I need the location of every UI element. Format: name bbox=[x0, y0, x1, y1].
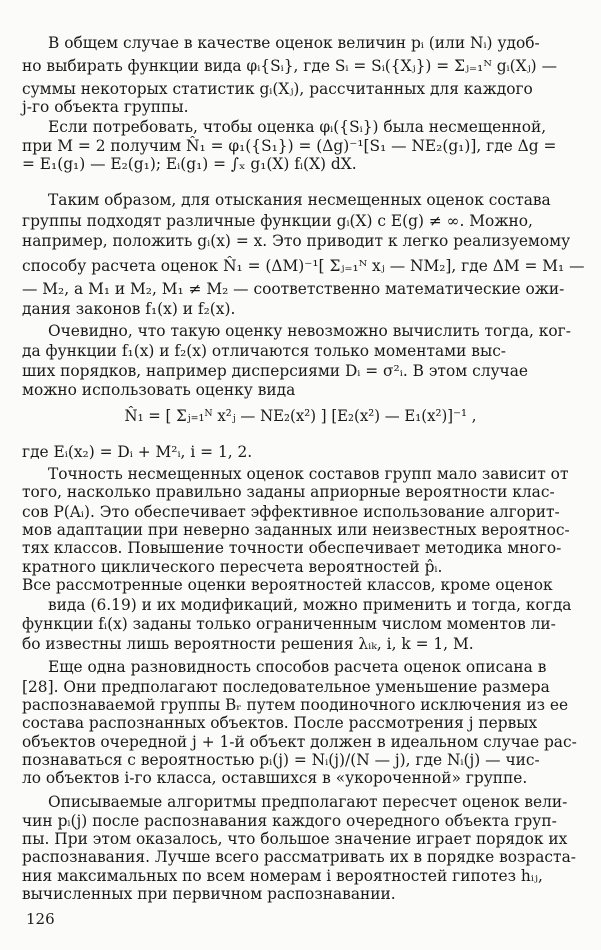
text-line: например, положить gᵢ(x) = x. Это приводит к легко реализуемому bbox=[22, 232, 571, 251]
text-line: распознаваемой группы Bᵣ путем поодиночного исключения из ее bbox=[22, 696, 569, 715]
text-line: чин pᵢ(j) после распознавания каждого очередного объекта груп- bbox=[22, 811, 557, 830]
text-line: распознавания. Лучше всего рассматривать их в порядке возраста- bbox=[22, 848, 576, 867]
text-line: группы подходят различные функции gᵢ(X) с E(g) ≠ ∞. Можно, bbox=[22, 211, 533, 230]
text-line: тях классов. Повышение точности обеспечивает методика много- bbox=[22, 539, 562, 558]
text-line: — M₂, а M₁ и M₂, M₁ ≠ M₂ — соответственно математические ожи- bbox=[22, 279, 565, 298]
text-line: мов адаптации при неверно заданных или неизвестных вероятнос- bbox=[22, 520, 570, 539]
text-line: способу расчета оценок N̂₁ = (ΔM)⁻¹[ Σⱼ₌₁ᴺ xⱼ — NM₂], где ΔM = M₁ — bbox=[22, 256, 585, 275]
text-line: Таким образом, для отыскания несмещенных оценок состава bbox=[48, 190, 551, 209]
text-line: Еще одна разновидность способов расчета оценок описана в bbox=[48, 658, 547, 677]
text-line: но выбирать функции вида φᵢ{Sᵢ}, где Sᵢ = Sᵢ({Xⱼ}) = Σⱼ₌₁ᴺ gᵢ(Xⱼ) — bbox=[22, 56, 557, 75]
text-line: того, насколько правильно заданы априорные вероятности клас- bbox=[22, 483, 555, 502]
text-line: ших порядков, например дисперсиями Dᵢ = σ²ᵢ. В этом случае bbox=[22, 362, 528, 381]
text-line: Точность несмещенных оценок составов групп мало зависит от bbox=[48, 465, 569, 483]
text-line: ло объектов i-го класса, оставшихся в «укороченной» группе. bbox=[22, 769, 528, 788]
display-formula: N̂₁ = [ Σⱼ₌₁ᴺ x²ⱼ — NE₂(x²) ] [E₂(x²) — E₁(x²)]⁻¹ , bbox=[124, 406, 477, 426]
text-line: дания законов f₁(x) и f₂(x). bbox=[22, 299, 236, 318]
text-line: сов P(Aᵢ). Это обеспечивает эффективное использование алгорит- bbox=[22, 502, 560, 521]
text-line: Очевидно, что такую оценку невозможно вычислить тогда, ког- bbox=[48, 321, 571, 340]
text-line: бо известны лишь вероятности решения λᵢₖ, i, k = 1, M. bbox=[22, 634, 474, 653]
text-line: ния максимальных по всем номерам i вероятностей гипотез hᵢⱼ, bbox=[22, 866, 543, 885]
text-line: В общем случае в качестве оценок величин pᵢ (или Nᵢ) удоб- bbox=[48, 34, 540, 52]
text-line: пы. При этом оказалось, что большое значение играет порядок их bbox=[22, 829, 568, 848]
text-line: вида (6.19) и их модификаций, можно применить и тогда, когда bbox=[48, 596, 572, 615]
text-line: состава распознанных объектов. После рассмотрения j первых bbox=[22, 714, 538, 733]
text-line: j-го объекта группы. bbox=[22, 98, 189, 117]
text-line: Описываемые алгоритмы предполагают пересчет оценок вели- bbox=[48, 793, 568, 812]
page-number: 126 bbox=[26, 910, 55, 928]
text-line: функции fᵢ(x) заданы только ограниченным числом моментов ли- bbox=[22, 615, 556, 634]
text-line: можно использовать оценку вида bbox=[22, 380, 296, 399]
text-line: познаваться с вероятностью pᵢ(j) = Nᵢ(j)/(N — j), где Nᵢ(j) — чис- bbox=[22, 751, 540, 770]
text-line: Если потребовать, чтобы оценка φᵢ({Sᵢ}) была несмещенной, bbox=[48, 118, 547, 137]
text-line: где Eᵢ(x₂) = Dᵢ + M²ᵢ, i = 1, 2. bbox=[22, 442, 253, 461]
text-line: вычисленных при первичном распознавании. bbox=[22, 885, 396, 903]
text-line: = E₁(g₁) — E₂(g₁); Eᵢ(g₁) = ∫ₓ g₁(X) fᵢ(X) dX. bbox=[22, 155, 357, 174]
text-line: суммы некоторых статистик gᵢ(Xⱼ), рассчитанных для каждого bbox=[22, 79, 533, 98]
text-line: кратного циклического пересчета вероятностей p̂ᵢ. bbox=[22, 557, 443, 576]
text-line: объектов очередной j + 1-й объект должен в идеальном случае рас- bbox=[22, 732, 577, 751]
text-line: да функции f₁(x) и f₂(x) отличаются только моментами выс- bbox=[22, 342, 507, 361]
text-line: Все рассмотренные оценки вероятностей классов, кроме оценок bbox=[22, 575, 553, 594]
text-line: [28]. Они предполагают последовательное уменьшение размера bbox=[22, 677, 550, 696]
text-line: при M = 2 получим N̂₁ = φ₁({S₁}) = (Δg)⁻¹[S₁ — NE₂(g₁)], где Δg = bbox=[22, 136, 557, 155]
